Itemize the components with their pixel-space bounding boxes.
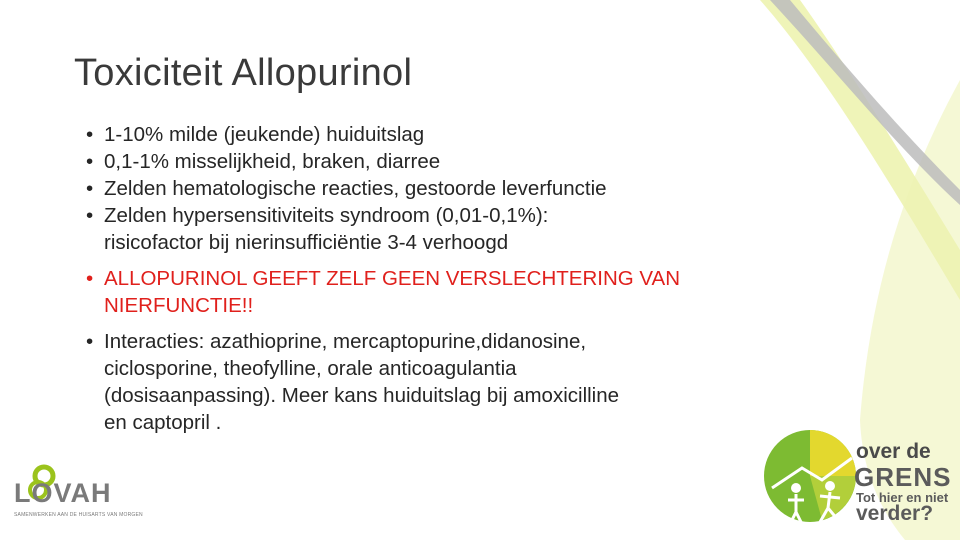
grens-line-4: verder? [856, 502, 934, 525]
bullet-text-line: NIERFUNCTIE!! [104, 294, 254, 317]
bullet-dot: • [86, 123, 94, 146]
bullet-dot: • [86, 150, 94, 173]
bullet-text-line: Interacties: azathioprine, mercaptopurine,didanosine, [104, 330, 587, 353]
bullet-item [86, 202, 726, 256]
bullet-dot: • [86, 204, 94, 227]
bullet-text: 1-10% milde (jeukende) huiduitslag [104, 123, 425, 146]
grens-emblem-icon [762, 428, 858, 526]
grens-line-3: Tot hier en niet [856, 490, 949, 505]
slide-title: Toxiciteit Allopurinol [74, 52, 413, 94]
grens-line-1: over de [856, 440, 931, 463]
bullet-text: 0,1-1% misselijkheid, braken, diarree [104, 150, 441, 173]
bullet-dot: • [86, 330, 94, 353]
bullet-dot: • [86, 177, 94, 200]
bullet-item [86, 175, 726, 202]
bullet-text-line: (dosisaanpassing). Meer kans huiduitslag bij amoxicilline [104, 384, 620, 407]
bullet-text-line: risicofactor bij nierinsufficiëntie 3-4 verhoogd [104, 231, 509, 254]
bullet-text-line: Zelden hypersensitiviteits syndroom (0,01-0,1%): [104, 204, 549, 227]
bullet-item-warning [86, 265, 726, 319]
bullet-text-line: en captopril . [104, 411, 222, 434]
bullet-item [86, 121, 726, 148]
lovah-wordmark: LOVAH [14, 478, 112, 508]
bullet-dot: • [86, 267, 94, 290]
bullet-text: Zelden hematologische reacties, gestoorde leverfunctie [104, 177, 607, 200]
bullet-item [86, 148, 726, 175]
bullet-item [86, 328, 726, 436]
bullet-text-line: ALLOPURINOL GEEFT ZELF GEEN VERSLECHTERING VAN [104, 267, 681, 290]
bullet-text-line: ciclosporine, theofylline, orale anticoagulantia [104, 357, 517, 380]
lovah-tagline: SAMENWERKEN AAN DE HUISARTS VAN MORGEN [14, 512, 143, 518]
grens-line-2: GRENS [854, 462, 952, 492]
bullet-list [86, 121, 726, 436]
